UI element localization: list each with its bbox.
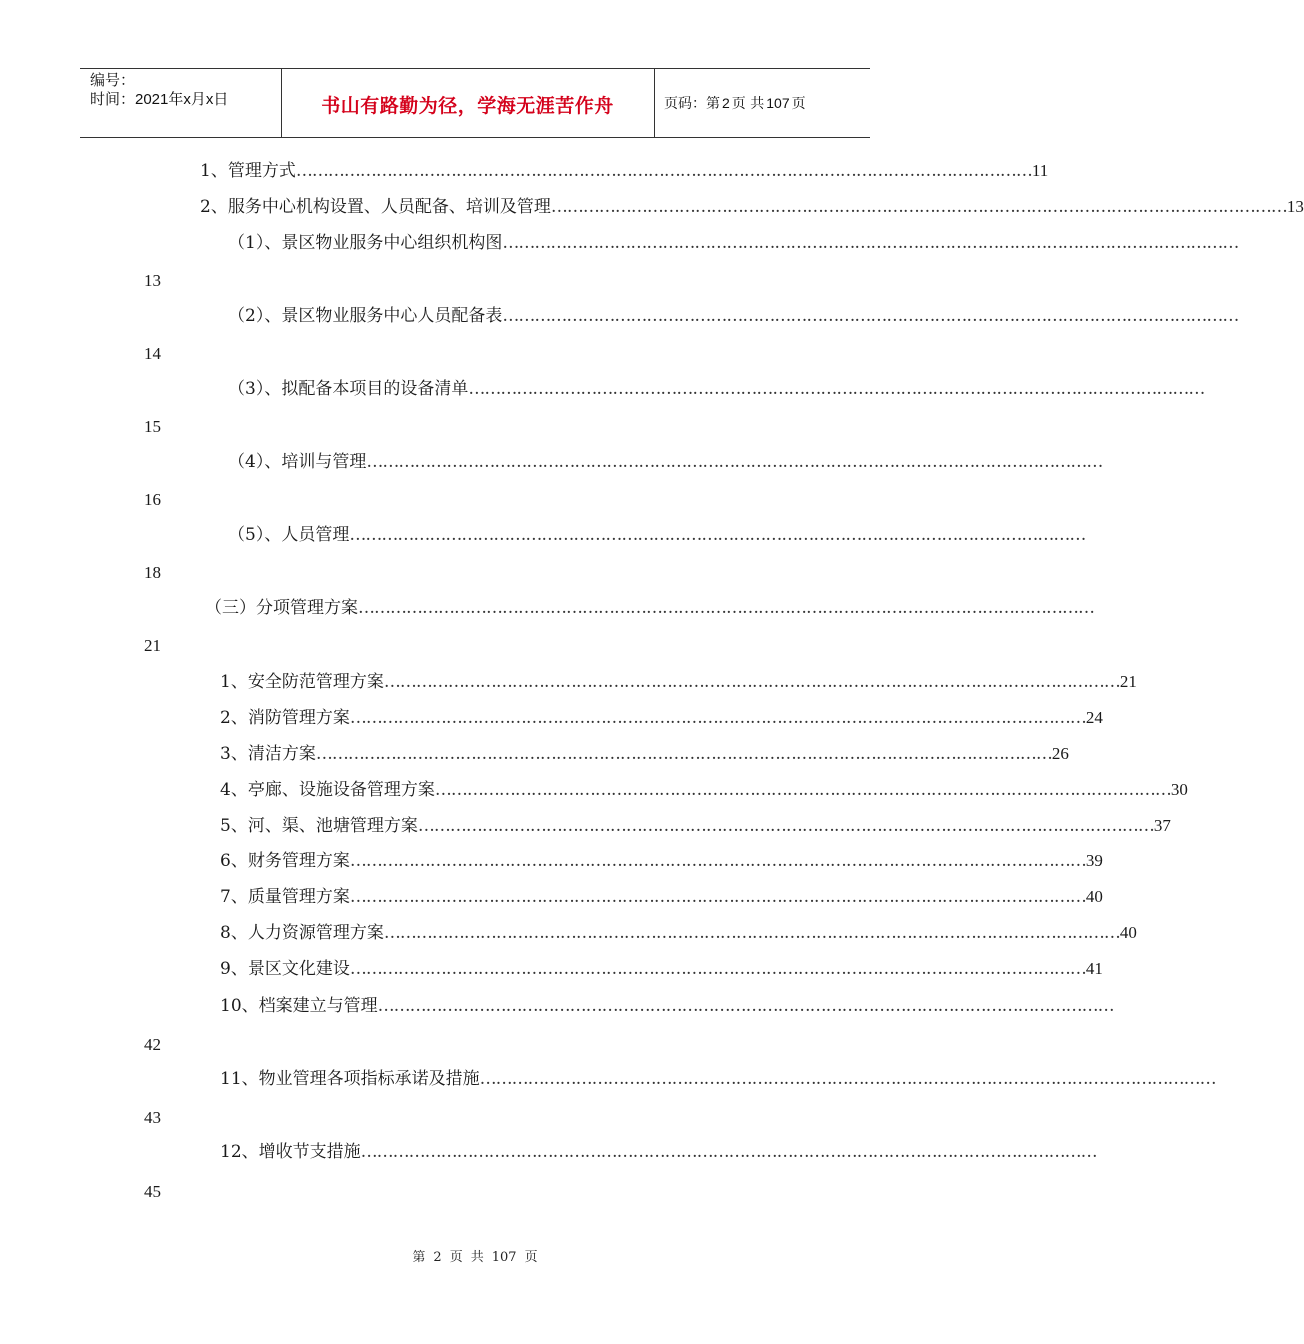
toc-entry[interactable] bbox=[220, 779, 1188, 801]
page-mid: 页 共 bbox=[731, 96, 765, 112]
toc-entry-page: 16 bbox=[144, 490, 161, 509]
toc-entry-page: 14 bbox=[144, 344, 161, 363]
toc-entry[interactable] bbox=[220, 707, 1103, 729]
toc-entry[interactable] bbox=[205, 597, 1094, 619]
toc-entry-page: 40 bbox=[1085, 887, 1103, 906]
page-prefix: 页码：第 bbox=[664, 96, 720, 112]
toc-entry-label: 1、管理方式 bbox=[200, 161, 296, 181]
toc-entry-label: 5、河、渠、池塘管理方案 bbox=[220, 816, 418, 836]
toc-leader-dots: ………………………………………………………………………………………………………………………… bbox=[434, 780, 1171, 800]
toc-entry-label: 4、亭廊、设施设备管理方案 bbox=[220, 780, 435, 800]
footer-page-word: 页 bbox=[449, 1250, 463, 1265]
toc-entry[interactable] bbox=[220, 850, 1103, 872]
toc-leader-dots: ………………………………………………………………………………………………………………………… bbox=[315, 744, 1052, 764]
page-current: 2 bbox=[722, 95, 730, 111]
toc-entry[interactable] bbox=[220, 1141, 1097, 1163]
toc-entry-label: 11、物业管理各项指标承诺及措施 bbox=[220, 1069, 480, 1089]
toc-leader-dots: ………………………………………………………………………………………………………………………… bbox=[468, 379, 1205, 399]
toc-entry-page: 13 bbox=[1286, 197, 1304, 216]
toc-entry-page: 43 bbox=[144, 1108, 161, 1127]
toc-leader-dots: ………………………………………………………………………………………………………………………… bbox=[383, 672, 1120, 692]
toc-leader-dots: ………………………………………………………………………………………………………………………… bbox=[502, 306, 1239, 326]
page-total: 107 bbox=[766, 95, 790, 111]
toc-entry-label: 8、人力资源管理方案 bbox=[220, 923, 384, 943]
toc-entry[interactable] bbox=[220, 958, 1103, 980]
toc-leader-dots: ………………………………………………………………………………………………………………………… bbox=[349, 959, 1086, 979]
footer-current: 2 bbox=[433, 1250, 442, 1265]
time-label: 时间：2021年x月x日 bbox=[90, 91, 229, 108]
footer-total-word: 共 bbox=[470, 1250, 484, 1265]
toc-leader-dots: ………………………………………………………………………………………………………………………… bbox=[366, 452, 1103, 472]
toc-entry-page: 24 bbox=[1085, 708, 1103, 727]
toc-entry[interactable] bbox=[200, 160, 1049, 182]
toc-entry-label: （三）分项管理方案 bbox=[205, 598, 358, 618]
toc-leader-dots: ………………………………………………………………………………………………………………………… bbox=[349, 851, 1086, 871]
toc-leader-dots: ………………………………………………………………………………………………………………………… bbox=[349, 887, 1086, 907]
header-motto: 书山有路勤为径，学海无涯苦作舟 bbox=[321, 95, 614, 117]
toc-entry[interactable] bbox=[228, 378, 1205, 400]
toc-entry-page: 18 bbox=[144, 563, 161, 582]
toc-entry[interactable] bbox=[220, 995, 1114, 1017]
toc-leader-dots: ………………………………………………………………………………………………………………………… bbox=[417, 816, 1154, 836]
page-suffix: 页 bbox=[791, 96, 806, 112]
toc-entry[interactable] bbox=[220, 1068, 1216, 1090]
toc-entry-label: （4）、培训与管理 bbox=[228, 452, 367, 472]
toc-leader-dots: ………………………………………………………………………………………………………………………… bbox=[360, 1142, 1097, 1162]
toc-entry-label: 1、安全防范管理方案 bbox=[220, 672, 384, 692]
toc-entry-page: 13 bbox=[144, 271, 161, 290]
footer-suffix: 页 bbox=[524, 1250, 538, 1265]
toc-entry[interactable] bbox=[220, 671, 1137, 693]
toc-leader-dots: ………………………………………………………………………………………………………………………… bbox=[358, 598, 1094, 618]
toc-entry-page: 40 bbox=[1119, 923, 1137, 942]
toc-entry-label: （2）、景区物业服务中心人员配备表 bbox=[228, 306, 503, 326]
page-footer bbox=[0, 1246, 950, 1265]
toc-leader-dots: ………………………………………………………………………………………………………………………… bbox=[377, 996, 1114, 1016]
toc-entry-label: 6、财务管理方案 bbox=[220, 851, 350, 871]
toc-leader-dots: ………………………………………………………………………………………………………………………… bbox=[502, 233, 1239, 253]
toc-entry-label: 10、档案建立与管理 bbox=[220, 996, 378, 1016]
toc-entry-label: 2、服务中心机构设置、人员配备、培训及管理 bbox=[200, 197, 551, 217]
toc-entry[interactable] bbox=[220, 922, 1137, 944]
toc-leader-dots: ………………………………………………………………………………………………………………………… bbox=[349, 525, 1086, 545]
toc-entry-page: 39 bbox=[1085, 851, 1103, 870]
toc-entry-page: 41 bbox=[1085, 959, 1103, 978]
toc-entry[interactable] bbox=[200, 196, 1304, 218]
toc-entry-label: 3、清洁方案 bbox=[220, 744, 316, 764]
toc-entry[interactable] bbox=[228, 232, 1239, 254]
toc-entry[interactable] bbox=[220, 886, 1103, 908]
toc-entry-page: 26 bbox=[1051, 744, 1069, 763]
toc-entry-page: 42 bbox=[144, 1035, 161, 1054]
toc-entry-label: （1）、景区物业服务中心组织机构图 bbox=[228, 233, 503, 253]
footer-prefix: 第 bbox=[412, 1250, 426, 1265]
toc-entry-label: 12、增收节支措施 bbox=[220, 1142, 361, 1162]
toc-leader-dots: ………………………………………………………………………………………………………………………… bbox=[383, 923, 1120, 943]
toc-entry-page: 11 bbox=[1031, 161, 1049, 180]
toc-entry-label: （5）、人员管理 bbox=[228, 525, 350, 545]
toc-entry[interactable] bbox=[228, 305, 1239, 327]
toc-entry-page: 21 bbox=[1119, 672, 1137, 691]
toc-entry[interactable] bbox=[228, 451, 1103, 473]
toc-entry[interactable] bbox=[220, 743, 1069, 765]
toc-entry-label: 9、景区文化建设 bbox=[220, 959, 350, 979]
toc-entry-page: 45 bbox=[144, 1182, 161, 1201]
toc-entry-page: 30 bbox=[1170, 780, 1188, 799]
toc-entry-label: （3）、拟配备本项目的设备清单 bbox=[228, 379, 469, 399]
toc-leader-dots: ………………………………………………………………………………………………………………………… bbox=[550, 197, 1287, 217]
toc-entry-label: 2、消防管理方案 bbox=[220, 708, 350, 728]
toc-entry-page: 21 bbox=[144, 636, 161, 655]
footer-total: 107 bbox=[491, 1250, 517, 1265]
toc-entry[interactable] bbox=[228, 524, 1086, 546]
toc-entry-label: 7、质量管理方案 bbox=[220, 887, 350, 907]
toc-entry-page: 15 bbox=[144, 417, 161, 436]
toc-leader-dots: ………………………………………………………………………………………………………………………… bbox=[295, 161, 1032, 181]
toc-leader-dots: ………………………………………………………………………………………………………………………… bbox=[479, 1069, 1216, 1089]
toc-entry[interactable] bbox=[220, 815, 1171, 837]
toc-entry-page: 37 bbox=[1153, 816, 1171, 835]
serial-label: 编号： bbox=[90, 72, 136, 89]
toc-leader-dots: ………………………………………………………………………………………………………………………… bbox=[349, 708, 1086, 728]
